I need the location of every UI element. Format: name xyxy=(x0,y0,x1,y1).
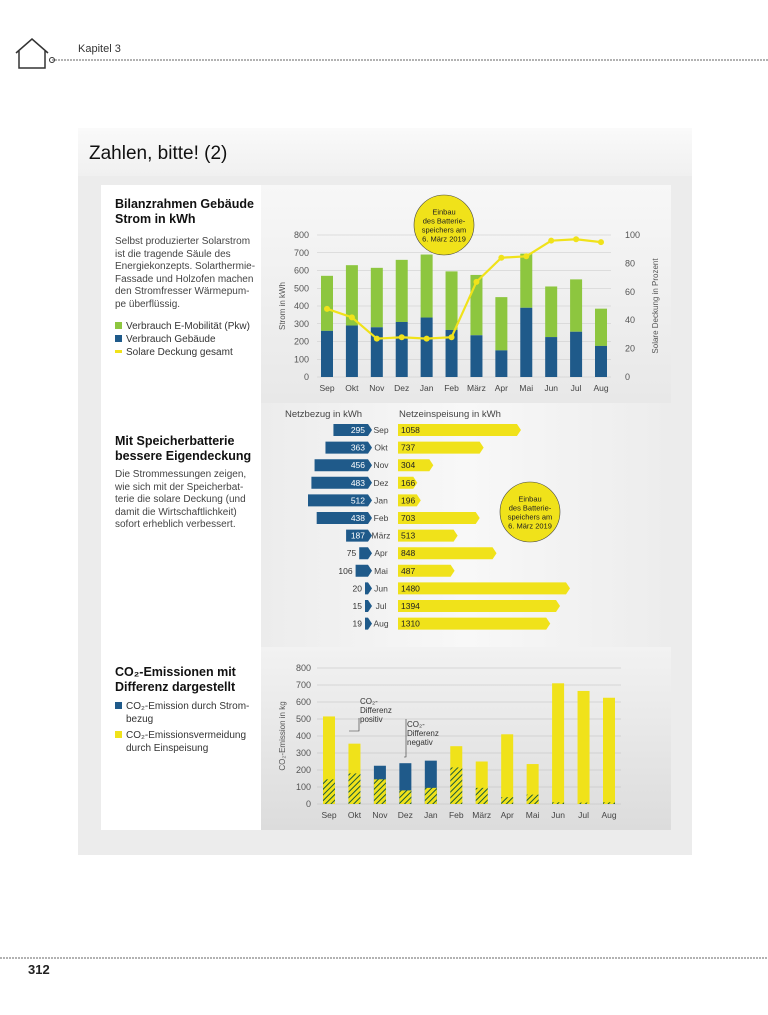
x-tick-label: Mai xyxy=(519,383,534,393)
bar-co2-overlap xyxy=(578,803,590,804)
value-label-feed-in: 737 xyxy=(401,442,416,453)
annotation-positive-text: positiv xyxy=(360,715,383,724)
annotation-negative-text: negativ xyxy=(407,738,433,747)
y-tick-label: 400 xyxy=(293,301,309,311)
value-label-import: 438 xyxy=(350,513,365,523)
bar-grid-import xyxy=(359,547,372,559)
x-tick-label: Jan xyxy=(419,383,434,393)
chart-consumption xyxy=(261,185,671,403)
text-line: Selbst produzierter Solarstrom xyxy=(115,236,251,247)
value-label-import: 20 xyxy=(352,583,362,594)
bar-emobility xyxy=(495,297,507,350)
value-label-import: 187 xyxy=(350,530,365,541)
x-tick-label: März xyxy=(467,383,486,393)
bar-grid-import xyxy=(365,582,372,594)
solar-coverage-point xyxy=(598,239,604,245)
bar-grid-import xyxy=(325,442,372,454)
legend-label: CO₂-Emissionsvermeidung xyxy=(126,730,247,741)
section2-text xyxy=(115,469,246,532)
x-tick-label: Dez xyxy=(397,810,413,820)
y2-tick-label: 60 xyxy=(625,286,636,297)
y2-axis-label: Solare Deckung in Prozent xyxy=(651,258,660,354)
x-tick-label: Nov xyxy=(372,810,388,820)
value-label-feed-in: 1480 xyxy=(401,583,420,594)
bar-building xyxy=(396,322,408,377)
bar-emobility xyxy=(595,309,607,346)
bar-building xyxy=(346,326,358,377)
page-title: Zahlen, bitte! (2) xyxy=(89,143,228,164)
y-tick-label: 0 xyxy=(305,799,311,809)
value-label-feed-in: 703 xyxy=(401,513,416,523)
solar-coverage-point xyxy=(399,334,405,340)
annotation-text: des Batterie- xyxy=(508,503,552,513)
y2-tick-label: 20 xyxy=(625,343,636,354)
y-tick-label: 800 xyxy=(295,663,311,673)
category-label: März xyxy=(371,530,391,541)
bar-emobility xyxy=(570,279,582,331)
y2-tick-label: 100 xyxy=(625,230,641,240)
bar-emobility xyxy=(321,276,333,331)
page-number: 312 xyxy=(28,962,50,977)
annotation-text: speichers am xyxy=(421,225,467,235)
annotation-positive-text: CO₂- xyxy=(360,697,378,706)
text-line: terie die solare Deckung (und xyxy=(115,494,246,505)
y-tick-label: 700 xyxy=(295,680,311,690)
annotation-negative-pointer xyxy=(404,719,406,757)
bar-co2-overlap xyxy=(348,773,360,804)
category-label: Dez xyxy=(373,477,389,488)
value-label-feed-in: 196 xyxy=(401,495,416,506)
right-axis-title: Netzeinspeisung in kWh xyxy=(399,409,501,420)
value-label-feed-in: 1310 xyxy=(401,618,420,629)
bar-building xyxy=(470,335,482,377)
category-label: Apr xyxy=(374,548,388,559)
category-label: Nov xyxy=(373,460,389,471)
x-tick-label: Jul xyxy=(570,383,582,393)
section1-title-line1: Bilanzrahmen Gebäude xyxy=(115,197,254,211)
y2-tick-label: 40 xyxy=(625,315,636,326)
legend-label: bezug xyxy=(126,714,154,725)
value-label-import: 15 xyxy=(352,601,362,611)
text-line: Fassade und Holzofen machen xyxy=(115,273,254,285)
x-tick-label: Jun xyxy=(551,810,565,820)
x-tick-label: Dez xyxy=(394,383,410,393)
value-label-feed-in: 848 xyxy=(401,548,416,559)
solar-coverage-point xyxy=(424,336,430,342)
x-tick-label: Jul xyxy=(578,810,589,820)
bar-co2-overlap xyxy=(527,795,539,804)
annotation-positive-text: Differenz xyxy=(360,706,392,715)
x-tick-label: Jun xyxy=(544,383,559,393)
bar-emobility xyxy=(545,286,557,337)
x-tick-label: Mai xyxy=(525,810,540,820)
section3-title xyxy=(115,665,236,695)
chapter-label: Kapitel 3 xyxy=(78,43,121,55)
section3-title-line1: CO₂-Emissionen mit xyxy=(115,665,236,679)
bar-grid-import xyxy=(356,565,372,577)
bar-grid-feed-in xyxy=(398,600,560,612)
category-label: Sep xyxy=(373,425,389,435)
solar-coverage-point xyxy=(374,336,380,342)
value-label-import: 363 xyxy=(350,442,365,453)
value-label-feed-in: 1394 xyxy=(401,601,420,611)
bar-emobility xyxy=(421,255,433,318)
x-tick-label: Okt xyxy=(347,810,362,820)
solar-coverage-point xyxy=(523,253,529,259)
section2-title xyxy=(115,434,251,464)
annotation-bubble xyxy=(414,195,474,255)
bar-co2-overlap xyxy=(323,779,335,804)
section1-legend xyxy=(115,320,250,359)
x-tick-label: Aug xyxy=(593,383,609,393)
y-tick-label: 100 xyxy=(295,782,311,792)
section3-legend xyxy=(115,700,249,755)
x-tick-label: Apr xyxy=(494,383,508,393)
section1-title xyxy=(115,197,254,227)
solar-coverage-point xyxy=(498,255,504,261)
annotation-text: Einbau xyxy=(432,207,456,217)
category-label: Jul xyxy=(375,601,387,611)
text-line: ist die tragende Säule des xyxy=(115,248,231,260)
value-label-import: 483 xyxy=(350,477,365,488)
y-tick-label: 500 xyxy=(293,283,309,294)
y-tick-label: 300 xyxy=(293,318,309,329)
y-tick-label: 300 xyxy=(295,748,311,758)
bar-emobility xyxy=(446,271,458,330)
category-label: Mai xyxy=(374,565,388,576)
annotation-negative-text: Differenz xyxy=(407,729,439,738)
bar-emobility xyxy=(520,254,532,308)
legend-label: Verbrauch Gebäude xyxy=(126,334,216,345)
bar-co2-overlap xyxy=(374,779,386,804)
category-label: Okt xyxy=(374,442,388,453)
value-label-import: 512 xyxy=(350,495,365,506)
solar-coverage-point xyxy=(324,306,330,312)
category-label: Jan xyxy=(374,495,388,506)
section2-title-line1: Mit Speicherbatterie xyxy=(115,434,235,448)
y-tick-label: 600 xyxy=(293,265,309,276)
legend-label: Verbrauch E-Mobilität (Pkw) xyxy=(126,321,250,332)
y-tick-label: 800 xyxy=(293,230,309,240)
value-label-feed-in: 487 xyxy=(401,565,416,576)
annotation-text: 6. März 2019 xyxy=(508,521,552,531)
solar-coverage-point xyxy=(449,334,455,340)
bar-building xyxy=(595,346,607,377)
value-label-feed-in: 166 xyxy=(401,477,416,488)
bar-co2-overlap xyxy=(603,802,615,804)
chart-grid-exchange xyxy=(261,403,671,647)
value-label-import: 19 xyxy=(352,618,362,629)
text-line: den Stromfresser Wärmepum- xyxy=(115,286,250,297)
value-label-feed-in: 513 xyxy=(401,530,416,541)
section1-title-line2: Strom in kWh xyxy=(115,212,196,226)
bar-emobility xyxy=(396,260,408,322)
legend-item-building xyxy=(115,333,250,346)
y-axis-label: CO₂-Emission in kg xyxy=(278,701,287,771)
section3-title-line2: Differenz dargestellt xyxy=(115,680,236,694)
legend-item-co2-emission xyxy=(115,700,249,726)
solar-coverage-point xyxy=(573,236,579,242)
x-tick-label: Feb xyxy=(444,383,459,393)
text-line: pe überflüssig. xyxy=(115,298,181,310)
x-tick-label: Okt xyxy=(345,383,359,393)
bar-grid-import xyxy=(365,600,372,612)
y-axis-label: Strom in kWh xyxy=(278,281,287,331)
value-label-feed-in: 1058 xyxy=(401,425,420,435)
annotation-negative-text: CO₂- xyxy=(407,720,425,729)
header-divider xyxy=(0,57,768,63)
value-label-feed-in: 304 xyxy=(401,460,416,471)
bar-co2-overlap xyxy=(476,788,488,804)
value-label-import: 106 xyxy=(338,565,353,576)
text-line: sofort erheblich verbessert. xyxy=(115,519,236,530)
section1-text xyxy=(115,236,255,311)
footer-divider xyxy=(0,955,768,961)
x-tick-label: Sep xyxy=(321,810,337,820)
y-tick-label: 600 xyxy=(295,697,311,707)
section2-title-line2: bessere Eigendeckung xyxy=(115,449,252,463)
bar-building xyxy=(421,318,433,377)
x-tick-label: Jan xyxy=(423,810,438,820)
house-icon xyxy=(14,37,50,71)
text-line: damit die Wirtschaftlichkeit) xyxy=(115,506,237,518)
value-label-import: 295 xyxy=(350,425,365,435)
x-tick-label: März xyxy=(472,810,492,820)
text-line: Die Strommessungen zeigen, xyxy=(115,469,247,480)
text-line: Energiekonzepts. Solarthermie- xyxy=(115,261,256,272)
annotation-positive-pointer xyxy=(349,718,359,731)
category-label: Aug xyxy=(373,618,389,629)
y-tick-label: 400 xyxy=(295,731,311,741)
y-tick-label: 700 xyxy=(293,247,309,258)
value-label-import: 456 xyxy=(350,460,365,471)
category-label: Jun xyxy=(374,583,388,594)
bar-building xyxy=(495,350,507,377)
bar-co2-avoidance xyxy=(603,698,615,804)
y-tick-label: 500 xyxy=(295,714,311,724)
y-tick-label: 200 xyxy=(293,336,309,347)
annotation-text: des Batterie- xyxy=(422,216,466,226)
legend-label: Solare Deckung gesamt xyxy=(126,347,233,358)
x-tick-label: Sep xyxy=(319,383,335,393)
left-axis-title: Netzbezug in kWh xyxy=(285,409,363,420)
x-tick-label: Nov xyxy=(369,383,385,393)
bar-building xyxy=(520,308,532,377)
bar-co2-overlap xyxy=(552,802,564,804)
category-label: Feb xyxy=(373,513,389,523)
annotation-text: speichers am xyxy=(507,512,553,522)
y-tick-label: 200 xyxy=(295,765,311,775)
legend-label: durch Einspeisung xyxy=(126,743,209,754)
solar-coverage-point xyxy=(473,279,479,285)
legend-item-solar xyxy=(115,346,250,359)
annotation-text: Einbau xyxy=(518,494,542,504)
solar-coverage-point xyxy=(548,238,554,244)
text-line: wie sich mit der Speicherbat- xyxy=(115,481,244,493)
chart-co2 xyxy=(261,647,671,830)
annotation-bubble xyxy=(500,482,560,542)
bar-grid-feed-in xyxy=(398,582,570,594)
bar-building xyxy=(321,331,333,377)
bar-co2-avoidance xyxy=(552,683,564,804)
legend-item-co2-avoidance xyxy=(115,729,249,755)
legend-item-emobility xyxy=(115,320,250,333)
bar-co2-avoidance xyxy=(578,691,590,804)
x-tick-label: Feb xyxy=(448,810,464,820)
bar-co2-avoidance xyxy=(501,734,513,804)
bar-grid-import xyxy=(365,618,372,630)
x-tick-label: Aug xyxy=(601,810,617,820)
bar-building xyxy=(545,337,557,377)
bar-co2-overlap xyxy=(399,790,411,804)
y-tick-label: 100 xyxy=(293,354,309,365)
value-label-import: 75 xyxy=(346,548,357,559)
annotation-text: 6. März 2019 xyxy=(422,234,466,244)
bar-co2-overlap xyxy=(501,797,513,804)
legend-label: CO₂-Emission durch Strom- xyxy=(126,701,250,712)
bar-emobility xyxy=(371,268,383,327)
bar-grid-feed-in xyxy=(398,618,550,630)
y2-tick-label: 0 xyxy=(625,372,631,382)
bar-building xyxy=(570,332,582,377)
bar-co2-overlap xyxy=(450,767,462,804)
bar-co2-overlap xyxy=(425,788,437,804)
y-tick-label: 0 xyxy=(303,372,309,382)
solar-coverage-point xyxy=(349,314,355,320)
x-tick-label: Apr xyxy=(500,810,514,820)
y2-tick-label: 80 xyxy=(625,258,636,269)
